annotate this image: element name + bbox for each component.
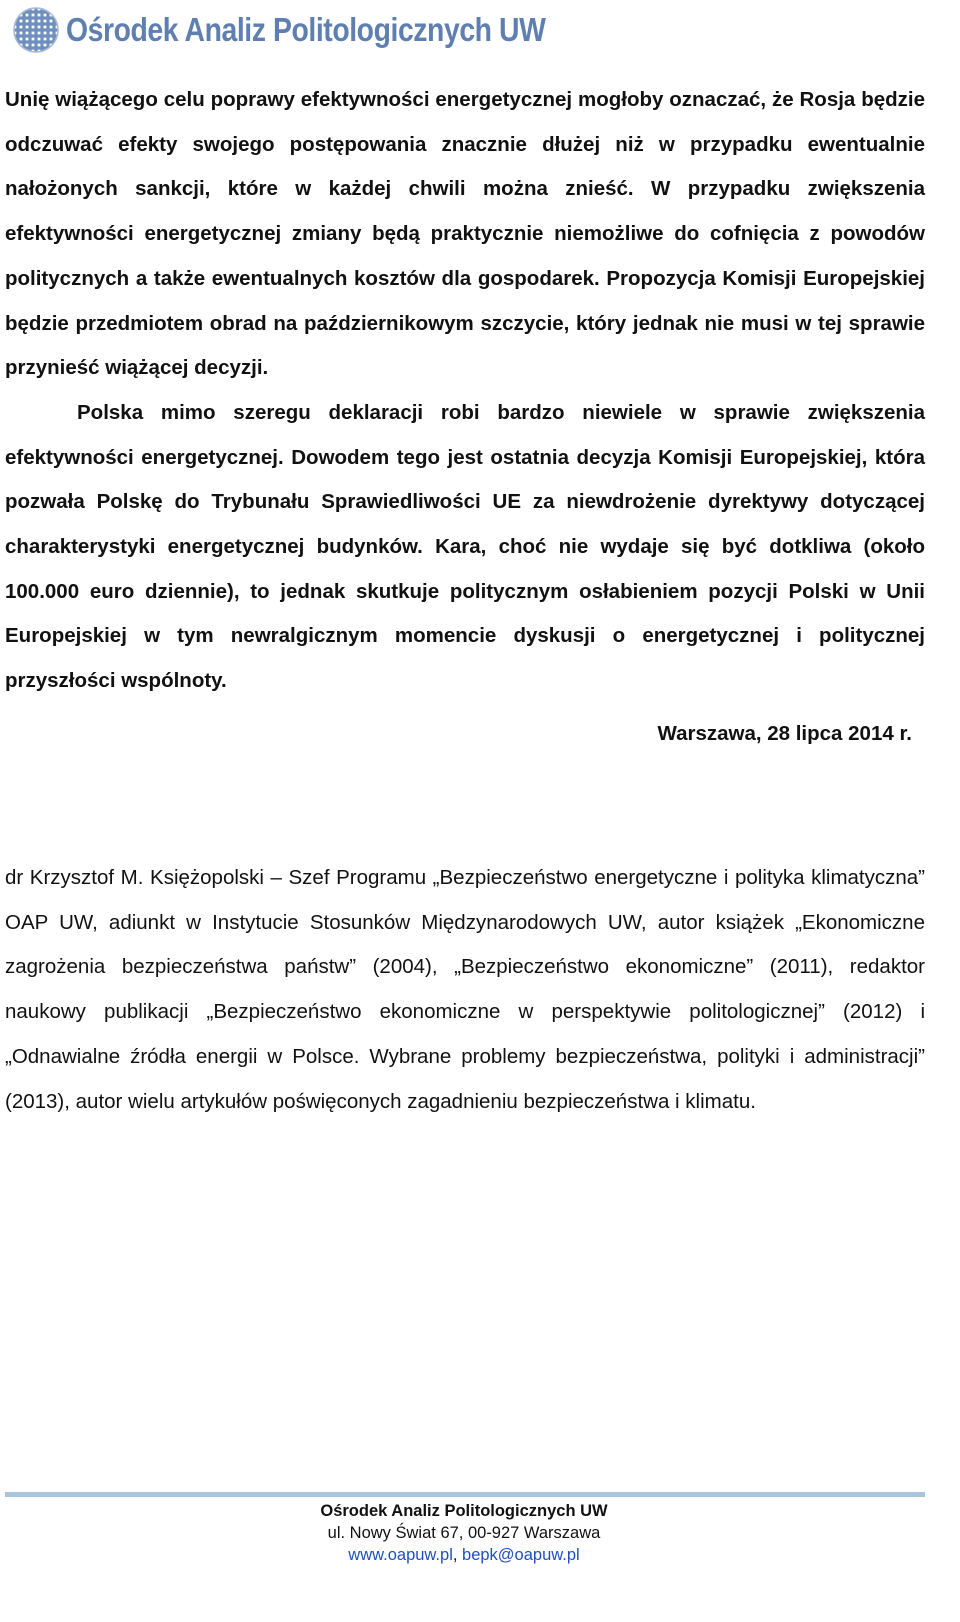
- footer-address: ul. Nowy Świat 67, 00-927 Warszawa: [327, 1524, 601, 1542]
- website-link[interactable]: www.oapuw.pl: [348, 1546, 453, 1564]
- paragraph-2: Polska mimo szeregu deklaracji robi bardzo niewiele w sprawie zwiększenia efektywności energetycznej. Dowodem tego jest ostatnia decyzja Komisji Europejskiej, która pozwała Polskę do Trybunału Sprawiedliwości UE za niewdrożenie dyrektywy dotyczącej charakterystyki energetycznej budynków. Kara, choć nie wydaje się być dotkliwa (około 100.000 euro dziennie), to jednak skutkuje politycznym osłabieniem pozycji Polski w Unii Europejskiej w tym newralgicznym momencie dyskusji o energetycznej i politycznej przyszłości wspólnoty.: [5, 400, 925, 693]
- footer-org-name: Ośrodek Analiz Politologicznych UW: [320, 1502, 608, 1520]
- email-link[interactable]: bepk@oapuw.pl: [462, 1546, 580, 1564]
- main-text: [5, 78, 925, 704]
- footer-divider: [5, 1492, 925, 1497]
- logo-text: Ośrodek Analiz Politologicznych UW: [66, 11, 546, 48]
- globe-grid-icon: [12, 6, 60, 54]
- page-header: [12, 4, 624, 56]
- paragraph-1: Unię wiążącego celu poprawy efektywności energetycznej mogłoby oznaczać, że Rosja będzie odczuwać efekty swojego postępowania znacznie dłużej niż w przypadku ewentualnie nałożonych sankcji, które w każdej chwili można znieść. W przypadku zwiększenia efektywności energetycznej zmiany będą praktycznie niemożliwe do cofnięcia z powodów politycznych a także ewentualnych kosztów dla gospodarek. Propozycja Komisji Europejskiej będzie przedmiotem obrad na październikowym szczycie, który jednak nie musi w tej sprawie przynieść wiążącej decyzji.: [5, 88, 925, 380]
- place-date: Warszawa, 28 lipca 2014 r.: [657, 722, 912, 745]
- author-bio: dr Krzysztof M. Księżopolski – Szef Programu „Bezpieczeństwo energetyczne i polityka klimatyczna” OAP UW, adiunkt w Instytucie Stosunków Międzynarodowych UW, autor książek „Ekonomiczne zagrożenia bezpieczeństwa państw” (2004), „Bezpieczeństwo ekonomiczne” (2011), redaktor naukowy publikacji „Bezpieczeństwo ekonomiczne w perspektywie politologicznej” (2012) i „Odnawialne źródła energii w Polsce. Wybrane problemy bezpieczeństwa, polityki i administracji” (2013), autor wielu artykułów poświęconych zagadnieniu bezpieczeństwa i klimatu.: [5, 866, 925, 1113]
- page-footer: [0, 1500, 928, 1566]
- footer-contact: [0, 1544, 928, 1566]
- contact-separator: ,: [452, 1546, 463, 1564]
